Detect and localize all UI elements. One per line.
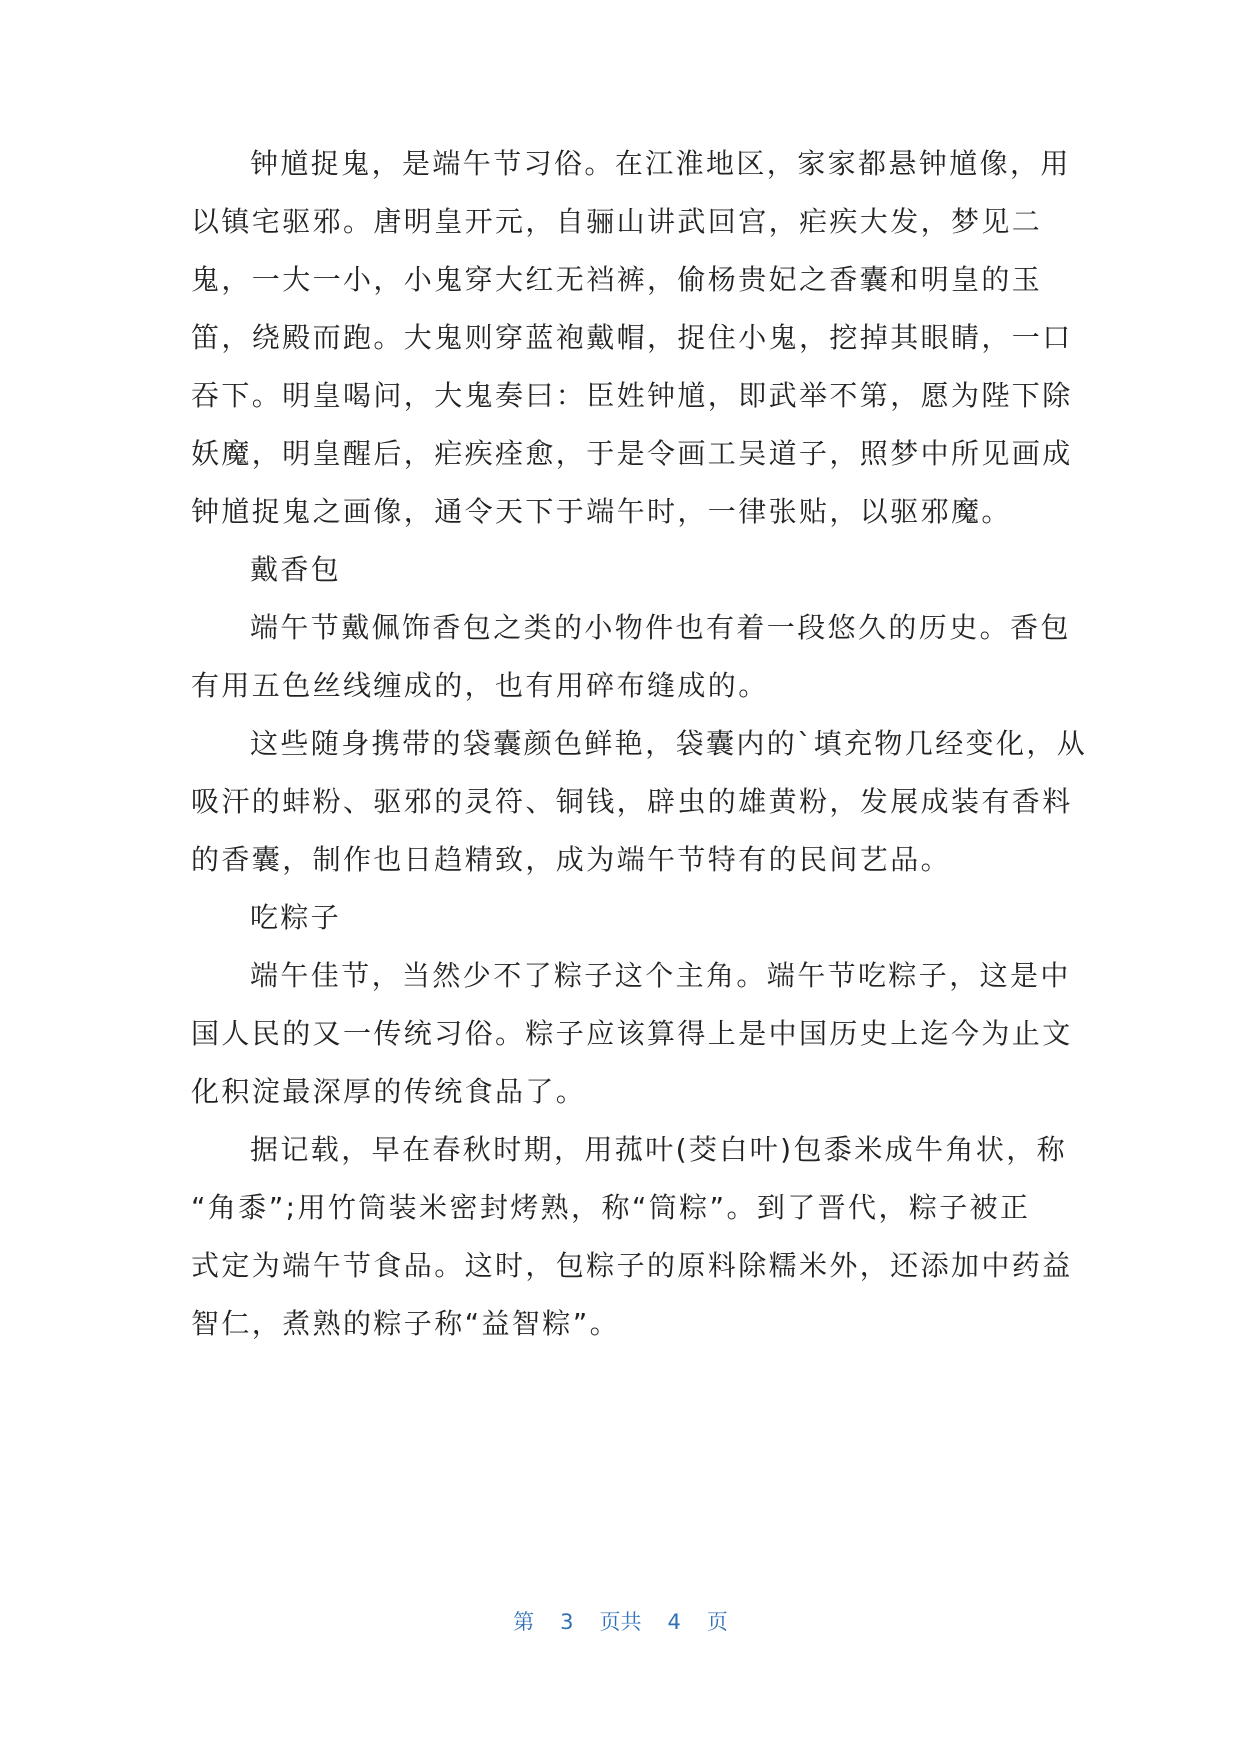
paragraph-line: 这些随身携带的袋囊颜色鲜艳，袋囊内的`填充物几经变化，从	[250, 727, 1088, 760]
paragraph-line: 笛，绕殿而跑。大鬼则穿蓝袍戴帽，捉住小鬼，挖掉其眼睛，一口	[191, 321, 1073, 354]
total-page-count: 4	[667, 1610, 681, 1634]
footer-suffix: 页	[706, 1610, 728, 1634]
paragraph-line: 式定为端午节食品。这时，包粽子的原料除糯米外，还添加中药益	[191, 1249, 1073, 1282]
paragraph-line: 吞下。明皇喝问，大鬼奏曰：臣姓钟馗，即武举不第，愿为陛下除	[191, 379, 1073, 412]
paragraph-line: 有用五色丝线缠成的，也有用碎布缝成的。	[191, 669, 769, 702]
paragraph-line: 据记载，早在春秋时期，用菰叶(茭白叶)包黍米成牛角状，称	[250, 1133, 1068, 1166]
section-heading: 吃粽子	[250, 901, 342, 934]
page-footer	[0, 1608, 1241, 1636]
paragraph-line: 端午节戴佩饰香包之类的小物件也有着一段悠久的历史。香包	[250, 611, 1071, 644]
footer-prefix: 第	[513, 1610, 535, 1634]
paragraph-line: 以镇宅驱邪。唐明皇开元，自骊山讲武回宫，疟疾大发，梦见二	[191, 205, 1043, 238]
paragraph-line: “角黍”;用竹筒装米密封烤熟，称“筒粽”。到了晋代，粽子被正	[191, 1191, 1031, 1224]
paragraph-line: 钟馗捉鬼，是端午节习俗。在江淮地区，家家都悬钟馗像，用	[250, 147, 1071, 180]
paragraph-line: 吸汗的蚌粉、驱邪的灵符、铜钱，辟虫的雄黄粉，发展成装有香料	[191, 785, 1073, 818]
paragraph-line: 鬼，一大一小，小鬼穿大红无裆裤，偷杨贵妃之香囊和明皇的玉	[191, 263, 1043, 296]
paragraph-line: 钟馗捉鬼之画像，通令天下于端午时，一律张贴，以驱邪魔。	[191, 495, 1012, 528]
footer-middle: 页共	[599, 1610, 642, 1634]
paragraph-line: 妖魔，明皇醒后，疟疾痊愈，于是令画工吴道子，照梦中所见画成	[191, 437, 1073, 470]
current-page-number: 3	[560, 1610, 574, 1634]
paragraph-line: 的香囊，制作也日趋精致，成为端午节特有的民间艺品。	[191, 843, 952, 876]
paragraph-line: 国人民的又一传统习俗。粽子应该算得上是中国历史上迄今为止文	[191, 1017, 1073, 1050]
paragraph-line: 化积淀最深厚的传统食品了。	[191, 1075, 587, 1108]
paragraph-line: 端午佳节，当然少不了粽子这个主角。端午节吃粽子，这是中	[250, 959, 1071, 992]
section-heading: 戴香包	[250, 553, 342, 586]
paragraph-line: 智仁，煮熟的粽子称“益智粽”。	[191, 1307, 621, 1340]
